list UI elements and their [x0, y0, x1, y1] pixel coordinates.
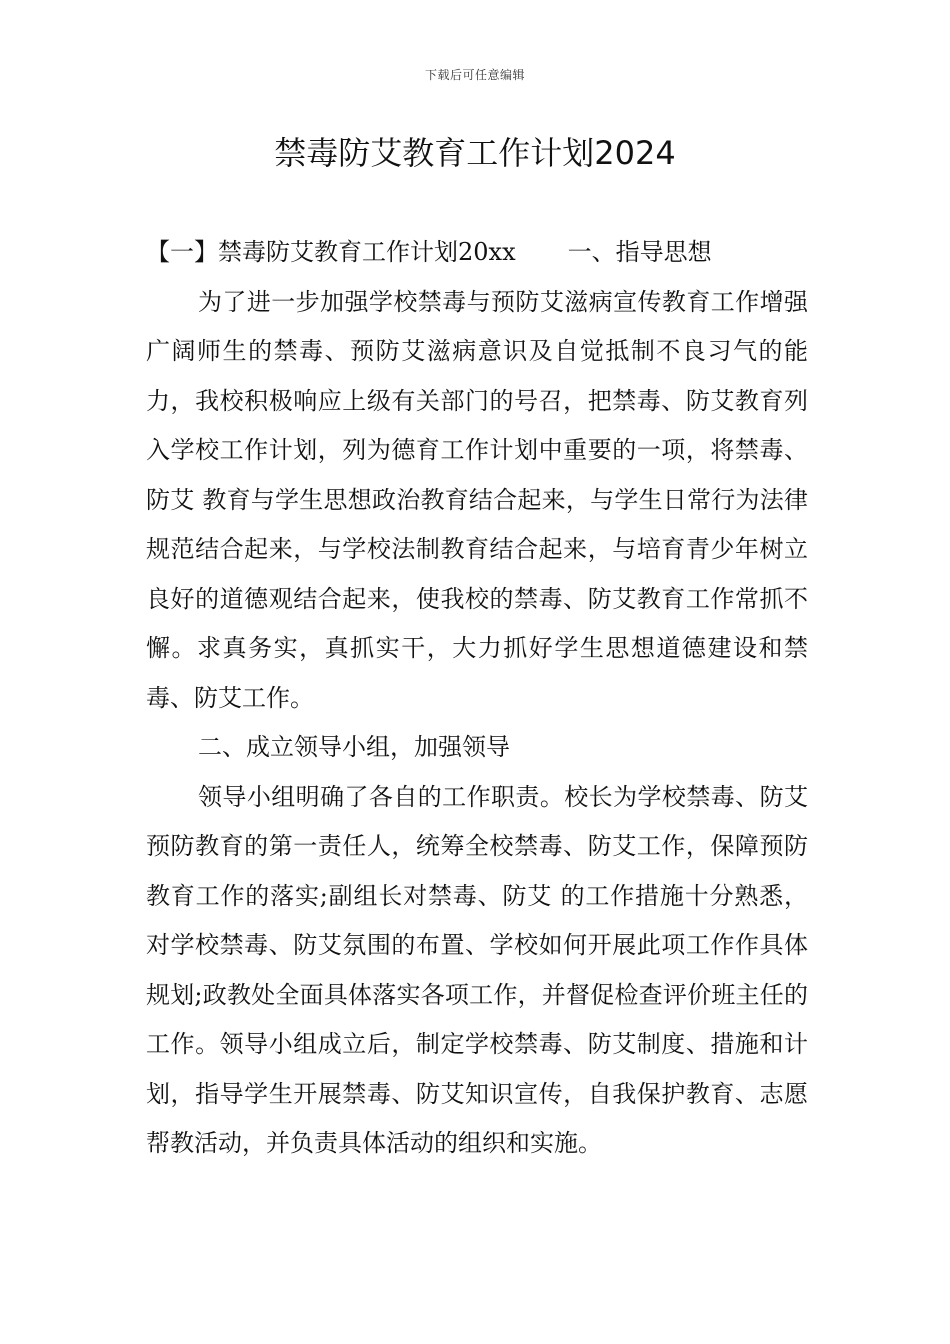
intro-line [146, 228, 808, 278]
document-body [146, 228, 808, 1169]
document-title: 禁毒防艾教育工作计划2024 [274, 134, 676, 172]
paragraph-guiding-ideology: 为了进一步加强学校禁毒与预防艾滋病宣传教育工作增强广阔师生的禁毒、预防艾滋病意识及自觉抵制不良习气的能力，我校积极响应上级有关部门的号召，把禁毒、防艾教育列入学校工作计划，列为德育工作计划中重要的一项，将禁毒、防艾 教育与学生思想政治教育结合起来，与学生日常行为法律规范结合起来，与学校法制教育结合起来，与培育青少年树立良好的道德观结合起来，使我校的禁毒、防艾教育工作常抓不懈。求真务实，真抓实干，大力抓好学生思想道德建设和禁毒、防艾工作。 [146, 287, 808, 712]
section-2-heading: 二、成立领导小组，加强领导 [198, 733, 510, 761]
section-1-heading: 一、指导思想 [567, 238, 712, 266]
intro-label: 【一】禁毒防艾教育工作计划20xx [146, 238, 516, 266]
header-note: 下载后可任意编辑 [424, 68, 525, 82]
paragraph-leadership-group: 领导小组明确了各自的工作职责。校长为学校禁毒、防艾预防教育的第一责任人，统筹全校禁毒、防艾工作，保障预防教育工作的落实;副组长对禁毒、防艾 的工作措施十分熟悉，对学校禁毒、防艾氛围的布置、学校如何开展此项工作作具体规划;政教处全面具体落实各项工作，并督促检查评价班主任的工作。领导小组成立后，制定学校禁毒、防艾制度、措施和计划，指导学生开展禁毒、防艾知识宣传，自我保护教育、志愿帮教活动，并负责具体活动的组织和实施。 [146, 782, 808, 1157]
